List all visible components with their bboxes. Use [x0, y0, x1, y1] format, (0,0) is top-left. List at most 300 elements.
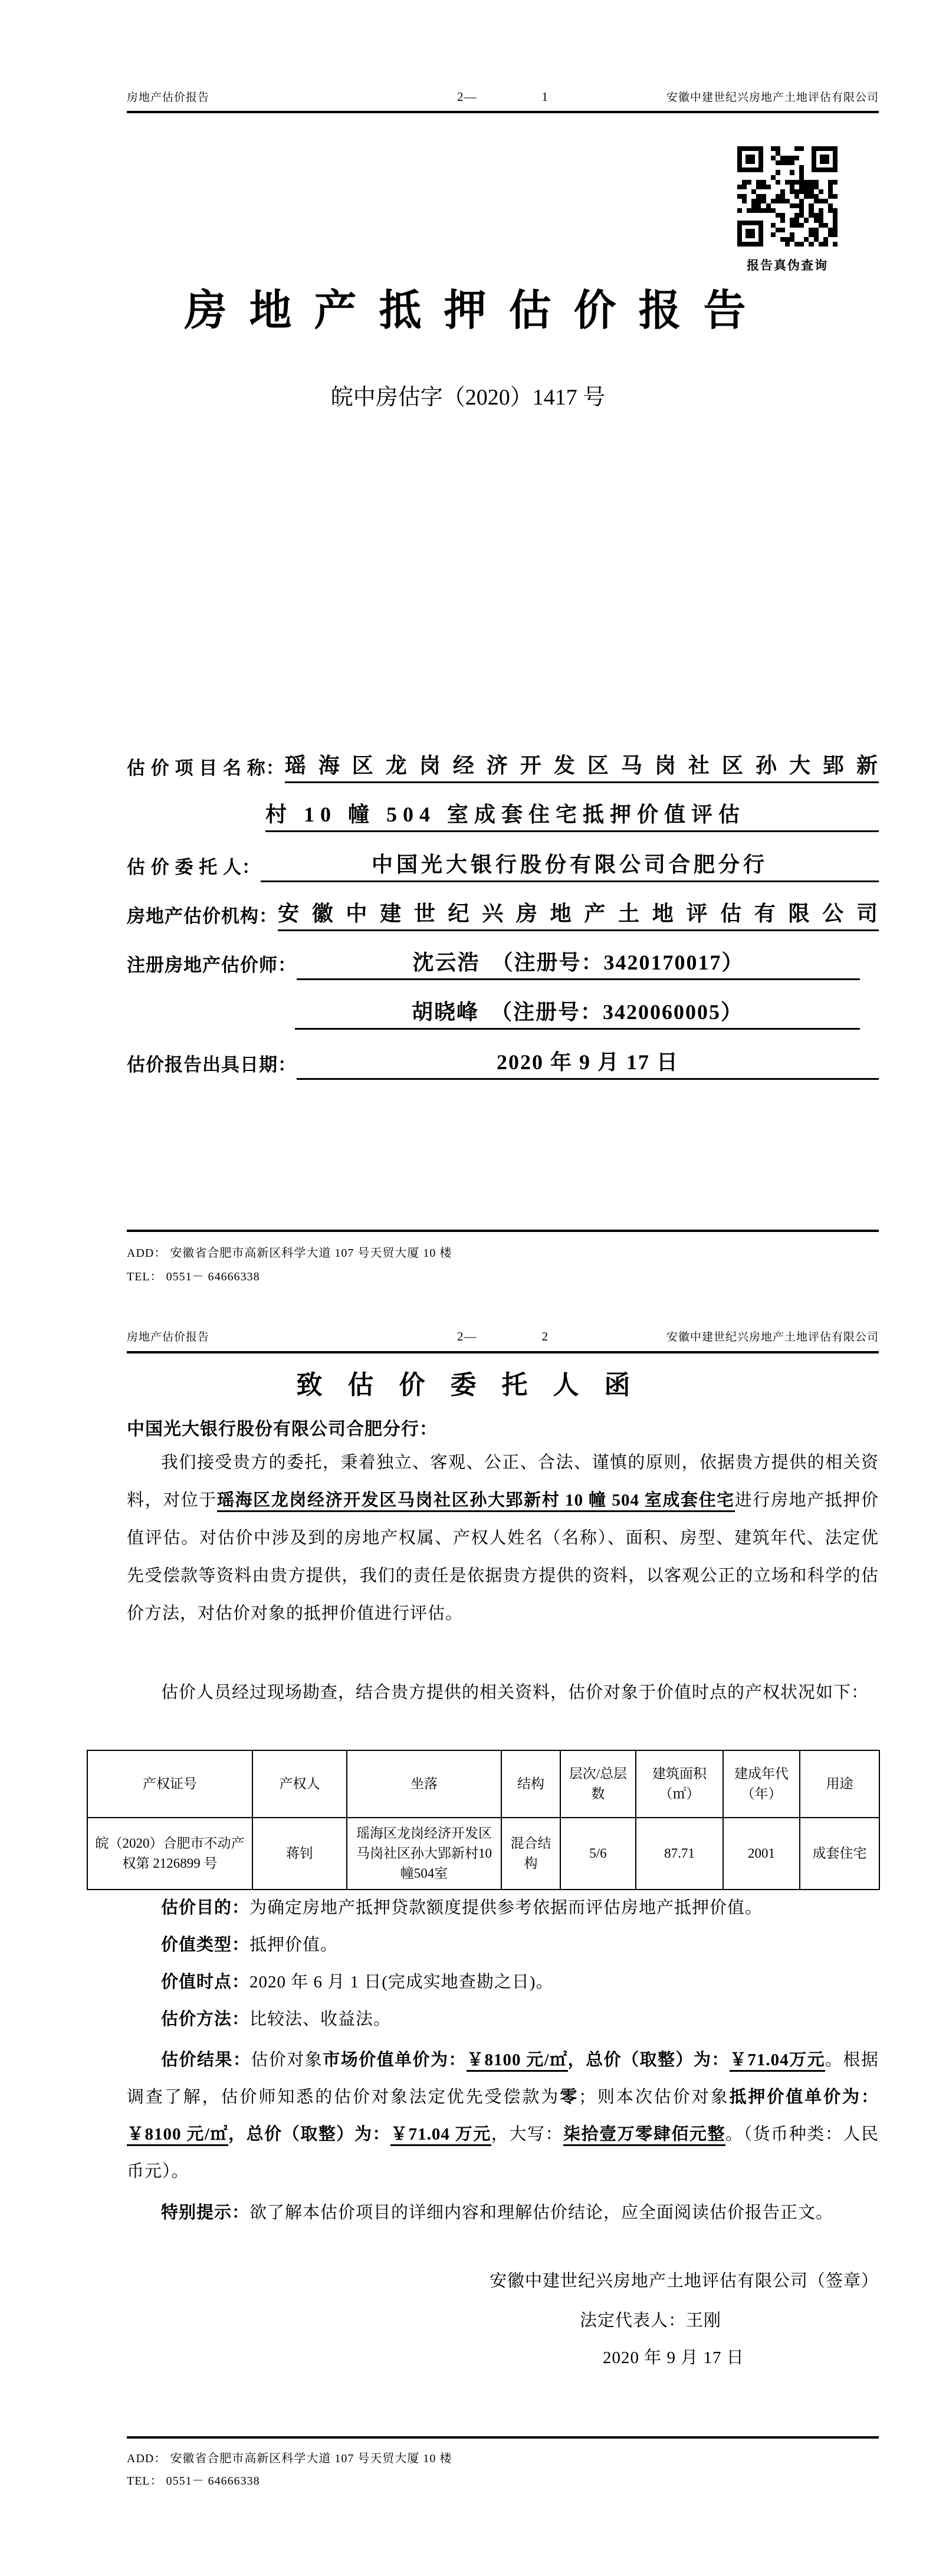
- section-label: 估价方法：: [161, 2010, 250, 2029]
- field-value: 安徽中建世纪兴房地产土地评估有限公司: [278, 897, 879, 931]
- qr-module: [742, 185, 747, 189]
- result-seg: ；则本次估价对象: [579, 2088, 730, 2107]
- section-special-note: [127, 2195, 879, 2230]
- qr-module: [828, 194, 833, 199]
- qr-module: [737, 203, 742, 208]
- signature-date: 2020 年 9 月 17 日: [603, 2348, 744, 2367]
- qr-module: [799, 151, 804, 156]
- qr-module: [819, 218, 823, 222]
- qr-finder-icon: [737, 221, 763, 247]
- qr-module: [780, 146, 785, 151]
- qr-module: [790, 151, 794, 156]
- qr-module: [809, 185, 813, 189]
- qr-module: [776, 156, 780, 160]
- qr-module: [766, 218, 771, 222]
- qr-module: [819, 194, 823, 199]
- col-header: 层次/总层数: [560, 1750, 636, 1818]
- section-text: 2020 年 6 月 1 日(完成实地查勘之日)。: [249, 1973, 554, 1992]
- qr-module: [756, 213, 761, 218]
- qr-module: [794, 199, 799, 203]
- qr-module: [833, 223, 838, 228]
- qr-module: [737, 213, 742, 218]
- qr-module: [776, 237, 780, 242]
- qr-module: [804, 170, 809, 175]
- qr-module: [804, 156, 809, 160]
- qr-module: [804, 175, 809, 180]
- section-text: 比较法、收益法。: [249, 2010, 392, 2029]
- qr-module: [751, 189, 756, 194]
- page-total: 2—: [457, 1329, 477, 1343]
- qr-module: [742, 175, 747, 180]
- page-num: 2: [541, 1329, 549, 1343]
- col-header: 结构: [501, 1750, 560, 1818]
- qr-module: [819, 228, 823, 232]
- result-total-2: ￥71.04 万元: [390, 2125, 491, 2146]
- qr-module: [785, 218, 790, 222]
- qr-module: [823, 189, 828, 194]
- qr-module: [804, 185, 809, 189]
- field-label: 估 价 委 托 人：: [127, 857, 261, 878]
- qr-module: [833, 228, 838, 232]
- qr-module: [804, 165, 809, 170]
- qr-module: [794, 242, 799, 247]
- qr-module: [751, 213, 756, 218]
- cell-usage: 成套住宅: [800, 1818, 879, 1890]
- qr-module: [794, 189, 799, 194]
- qr-module: [819, 213, 823, 218]
- footer-phone: TEL： 0551－ 64666338: [127, 1270, 260, 1283]
- qr-module: [814, 223, 819, 228]
- qr-module: [771, 156, 776, 160]
- qr-module: [771, 160, 776, 165]
- cell-cert-no: 皖（2020）合肥市不动产权第 2126899 号: [87, 1818, 252, 1890]
- qr-module: [766, 156, 771, 160]
- qr-module: [823, 180, 828, 185]
- qr-module: [809, 218, 813, 222]
- qr-module: [747, 199, 751, 203]
- result-seg: 。（货币种类：人民币元）。: [127, 2125, 879, 2181]
- qr-module: [823, 232, 828, 237]
- result-seg: ，总价（取整）为：: [567, 2051, 730, 2069]
- qr-module: [794, 228, 799, 232]
- qr-module: [819, 242, 823, 247]
- qr-module: [771, 242, 776, 247]
- section-purpose: [127, 1894, 879, 1918]
- field-client: [127, 849, 879, 882]
- qr-module: [785, 242, 790, 247]
- qr-module: [785, 146, 790, 151]
- qr-module: [794, 203, 799, 208]
- qr-module: [766, 160, 771, 165]
- qr-module: [823, 203, 828, 208]
- qr-module: [737, 199, 742, 203]
- result-seg: 估价对象: [251, 2051, 323, 2069]
- qr-module: [809, 237, 813, 242]
- qr-module: [761, 189, 766, 194]
- special-label: 特别提示：: [161, 2203, 250, 2222]
- qr-module: [814, 213, 819, 218]
- qr-module: [776, 223, 780, 228]
- qr-module: [790, 146, 794, 151]
- qr-module: [780, 156, 785, 160]
- qr-module: [794, 194, 799, 199]
- qr-module: [737, 180, 742, 185]
- qr-module: [742, 194, 747, 199]
- qr-module: [766, 180, 771, 185]
- col-header: 建筑面积（㎡）: [636, 1750, 723, 1818]
- field-appraiser-2: [127, 997, 879, 1030]
- qr-module: [756, 175, 761, 180]
- qr-module: [828, 242, 833, 247]
- qr-finder-icon: [812, 146, 838, 172]
- qr-module: [780, 237, 785, 242]
- qr-module: [790, 194, 794, 199]
- qr-module: [823, 199, 828, 203]
- qr-module: [794, 232, 799, 237]
- qr-module: [814, 180, 819, 185]
- qr-module: [833, 185, 838, 189]
- qr-module: [804, 223, 809, 228]
- qr-module: [766, 237, 771, 242]
- qr-module: [780, 208, 785, 213]
- header-rule: [127, 111, 879, 113]
- qr-module: [771, 170, 776, 175]
- qr-module: [804, 180, 809, 185]
- qr-module: [790, 208, 794, 213]
- qr-module: [794, 160, 799, 165]
- qr-module: [804, 232, 809, 237]
- cell-floor: 5/6: [560, 1818, 636, 1890]
- qr-module: [814, 232, 819, 237]
- qr-module: [776, 160, 780, 165]
- qr-module: [780, 213, 785, 218]
- field-value: 瑶海区龙岗经济开发区马岗社区孙大郢新: [285, 749, 879, 783]
- qr-module: [742, 213, 747, 218]
- qr-module: [761, 199, 766, 203]
- result-seg: ，总价（取整）为：: [228, 2125, 391, 2144]
- qr-module: [804, 242, 809, 247]
- qr-module: [761, 208, 766, 213]
- qr-module: [814, 218, 819, 222]
- qr-module: [761, 213, 766, 218]
- qr-module: [819, 189, 823, 194]
- qr-module: [794, 170, 799, 175]
- qr-module: [771, 165, 776, 170]
- qr-module: [785, 237, 790, 242]
- qr-module: [785, 185, 790, 189]
- header-rule: [127, 1351, 879, 1353]
- field-value: 中国光大银行股份有限公司合肥分行: [261, 848, 879, 882]
- qr-module: [780, 223, 785, 228]
- qr-module: [790, 160, 794, 165]
- qr-module: [823, 185, 828, 189]
- qr-module: [742, 189, 747, 194]
- page2-running-header: [127, 1328, 879, 1344]
- qr-module: [799, 223, 804, 228]
- qr-module: [790, 156, 794, 160]
- qr-module: [780, 242, 785, 247]
- cell-owner: 蒋钊: [252, 1818, 347, 1890]
- qr-module: [799, 156, 804, 160]
- qr-module: [737, 185, 742, 189]
- qr-module: [776, 189, 780, 194]
- running-header-title: 房地产估价报告: [127, 91, 210, 104]
- result-zero: 零: [560, 2088, 579, 2107]
- qr-module: [761, 194, 766, 199]
- qr-module: [828, 237, 833, 242]
- result-seg: 市场价值单价为：: [323, 2051, 467, 2069]
- qr-module: [751, 199, 756, 203]
- qr-module: [771, 199, 776, 203]
- field-value: 沈云浩 （注册号：3420170017）: [297, 946, 860, 980]
- qr-module: [766, 189, 771, 194]
- cell-location: 瑶海区龙岗经济开发区马岗社区孙大郢新村10幢504室: [347, 1818, 501, 1890]
- qr-module: [833, 194, 838, 199]
- qr-module: [833, 199, 838, 203]
- qr-module: [809, 232, 813, 237]
- qr-module: [814, 175, 819, 180]
- qr-module: [771, 203, 776, 208]
- qr-module: [747, 185, 751, 189]
- qr-module: [771, 194, 776, 199]
- para1-pre: 我们接受贵方的委托，秉着独立、客观、公正、合法、谨慎的原则，依据贵方提供的相关资料，对位于: [127, 1453, 879, 1510]
- qr-module: [780, 203, 785, 208]
- qr-module: [794, 208, 799, 213]
- qr-module: [823, 218, 828, 222]
- qr-module: [809, 175, 813, 180]
- qr-module: [809, 199, 813, 203]
- qr-module: [794, 185, 799, 189]
- qr-module: [780, 199, 785, 203]
- qr-module: [790, 213, 794, 218]
- qr-module: [771, 185, 776, 189]
- qr-module: [804, 199, 809, 203]
- qr-module: [794, 146, 799, 151]
- qr-module: [794, 223, 799, 228]
- qr-module: [776, 232, 780, 237]
- qr-module: [756, 208, 761, 213]
- qr-module: [814, 208, 819, 213]
- qr-module: [780, 151, 785, 156]
- qr-module: [751, 185, 756, 189]
- qr-module: [804, 151, 809, 156]
- qr-module: [828, 180, 833, 185]
- qr-module: [785, 170, 790, 175]
- section-value-type: [127, 1931, 879, 1956]
- para1-post: 进行房地产抵押价值评估。对估价中涉及到的房地产权属、产权人姓名（名称）、面积、房型、建筑年代、法定优先受偿款等资料由贵方提供，我们的责任是依据贵方提供的资料，以客观公正的立场和科学的估价方法，对估价对象的抵押价值进行评估。: [127, 1491, 879, 1623]
- qr-module: [814, 242, 819, 247]
- qr-module: [771, 228, 776, 232]
- qr-module: [771, 151, 776, 156]
- para1-subject: 瑶海区龙岗经济开发区马岗社区孙大郢新村 10 幢 504 室成套住宅: [217, 1491, 735, 1512]
- qr-module: [814, 237, 819, 242]
- qr-module: [785, 194, 790, 199]
- qr-module: [799, 194, 804, 199]
- qr-module: [790, 185, 794, 189]
- qr-module: [776, 203, 780, 208]
- qr-module: [751, 175, 756, 180]
- qr-module: [780, 185, 785, 189]
- field-value: 2020 年 9 月 17 日: [297, 1046, 879, 1080]
- qr-module: [737, 189, 742, 194]
- qr-module: [776, 175, 780, 180]
- col-header: 坐落: [347, 1750, 501, 1818]
- qr-module: [790, 180, 794, 185]
- qr-module: [799, 185, 804, 189]
- qr-module: [819, 175, 823, 180]
- qr-module: [771, 208, 776, 213]
- qr-module: [790, 237, 794, 242]
- qr-module: [794, 180, 799, 185]
- qr-module: [819, 180, 823, 185]
- qr-module: [814, 228, 819, 232]
- footer-rule: [127, 1230, 879, 1232]
- qr-module: [823, 228, 828, 232]
- qr-module: [771, 180, 776, 185]
- qr-module: [809, 223, 813, 228]
- qr-module: [819, 208, 823, 213]
- qr-module: [819, 237, 823, 242]
- qr-module: [771, 232, 776, 237]
- cell-year: 2001: [723, 1818, 800, 1890]
- qr-module: [833, 175, 838, 180]
- qr-module: [823, 223, 828, 228]
- qr-module: [799, 208, 804, 213]
- qr-module: [833, 208, 838, 213]
- qr-module: [771, 223, 776, 228]
- qr-code: [737, 146, 838, 247]
- qr-module: [819, 199, 823, 203]
- qr-module: [814, 194, 819, 199]
- qr-module: [809, 208, 813, 213]
- qr-module: [742, 208, 747, 213]
- qr-module: [751, 194, 756, 199]
- qr-module: [790, 232, 794, 237]
- qr-module: [823, 208, 828, 213]
- qr-module: [761, 175, 766, 180]
- qr-module: [761, 180, 766, 185]
- qr-module: [790, 199, 794, 203]
- qr-module: [747, 194, 751, 199]
- qr-module: [751, 180, 756, 185]
- qr-module: [766, 213, 771, 218]
- qr-module: [737, 208, 742, 213]
- footer-rule: [127, 2436, 879, 2439]
- qr-module: [804, 237, 809, 242]
- qr-module: [780, 232, 785, 237]
- qr-module: [794, 151, 799, 156]
- qr-module: [828, 189, 833, 194]
- letter-paragraph-2: 估价人员经过现场勘查，结合贵方提供的相关资料，估价对象于价值时点的产权状况如下：: [161, 1683, 869, 1702]
- qr-module: [780, 175, 785, 180]
- qr-module: [809, 194, 813, 199]
- qr-module: [780, 160, 785, 165]
- qr-module: [747, 189, 751, 194]
- qr-module: [809, 180, 813, 185]
- qr-module: [761, 203, 766, 208]
- qr-module: [799, 199, 804, 203]
- qr-module: [766, 232, 771, 237]
- qr-module: [785, 228, 790, 232]
- field-label: 估价报告出具日期：: [127, 1054, 297, 1075]
- qr-module: [785, 223, 790, 228]
- qr-module: [790, 175, 794, 180]
- footer-phone: TEL： 0551－ 64666338: [127, 2475, 260, 2488]
- section-label: 价值时点：: [161, 1973, 250, 1992]
- section-text: 为确定房地产抵押贷款额度提供参考依据而评估房地产抵押价值。: [249, 1898, 763, 1917]
- qr-module: [799, 175, 804, 180]
- section-label: 价值类型：: [161, 1936, 250, 1954]
- qr-module: [833, 180, 838, 185]
- cell-structure: 混合结构: [501, 1818, 560, 1890]
- qr-module: [814, 203, 819, 208]
- qr-module: [799, 146, 804, 151]
- qr-module: [751, 203, 756, 208]
- qr-module: [828, 232, 833, 237]
- qr-module: [799, 232, 804, 237]
- result-seg: 抵押价值单价为：: [729, 2088, 879, 2107]
- qr-module: [819, 185, 823, 189]
- field-report-date: [127, 1047, 879, 1080]
- qr-module: [790, 170, 794, 175]
- qr-module: [776, 170, 780, 175]
- qr-module: [776, 185, 780, 189]
- qr-module: [804, 203, 809, 208]
- qr-module: [814, 189, 819, 194]
- field-appraiser-1: [127, 947, 879, 980]
- qr-module: [771, 146, 776, 151]
- qr-module: [799, 189, 804, 194]
- qr-module: [814, 199, 819, 203]
- qr-module: [814, 185, 819, 189]
- qr-module: [776, 199, 780, 203]
- cell-area: 87.71: [636, 1818, 723, 1890]
- letter-salutation: 中国光大银行股份有限公司合肥分行：: [127, 1420, 438, 1439]
- qr-module: [756, 185, 761, 189]
- qr-module: [799, 170, 804, 175]
- qr-module: [833, 218, 838, 222]
- report-title: 房 地 产 抵 押 估 价 报 告: [184, 287, 752, 334]
- qr-module: [742, 180, 747, 185]
- signature-company: 安徽中建世纪兴房地产土地评估有限公司（签章）: [489, 2272, 879, 2291]
- qr-module: [780, 170, 785, 175]
- field-value: 胡晓峰 （注册号：3420060005）: [295, 995, 860, 1030]
- qr-module: [785, 165, 790, 170]
- section-value-date: [127, 1969, 879, 1993]
- qr-module: [790, 223, 794, 228]
- field-label: 房地产估价机构：: [127, 906, 278, 926]
- qr-module: [828, 213, 833, 218]
- signature-legal-rep: 法定代表人：王刚: [580, 2311, 722, 2330]
- qr-finder-icon: [737, 146, 763, 172]
- qr-module: [790, 165, 794, 170]
- qr-module: [780, 180, 785, 185]
- qr-module: [799, 242, 804, 247]
- qr-module: [776, 146, 780, 151]
- page1-page-number: [457, 90, 549, 104]
- qr-module: [766, 146, 771, 151]
- qr-module: [823, 213, 828, 218]
- qr-module: [799, 218, 804, 222]
- footer-address: ADD： 安徽省合肥市高新区科学大道 107 号天贸大厦 10 楼: [127, 1247, 452, 1260]
- table-header-row: [87, 1750, 879, 1818]
- section-text: 抵押价值。: [249, 1936, 339, 1954]
- qr-module: [804, 208, 809, 213]
- qr-module: [828, 208, 833, 213]
- qr-module: [785, 189, 790, 194]
- qr-module: [785, 175, 790, 180]
- qr-module: [833, 203, 838, 208]
